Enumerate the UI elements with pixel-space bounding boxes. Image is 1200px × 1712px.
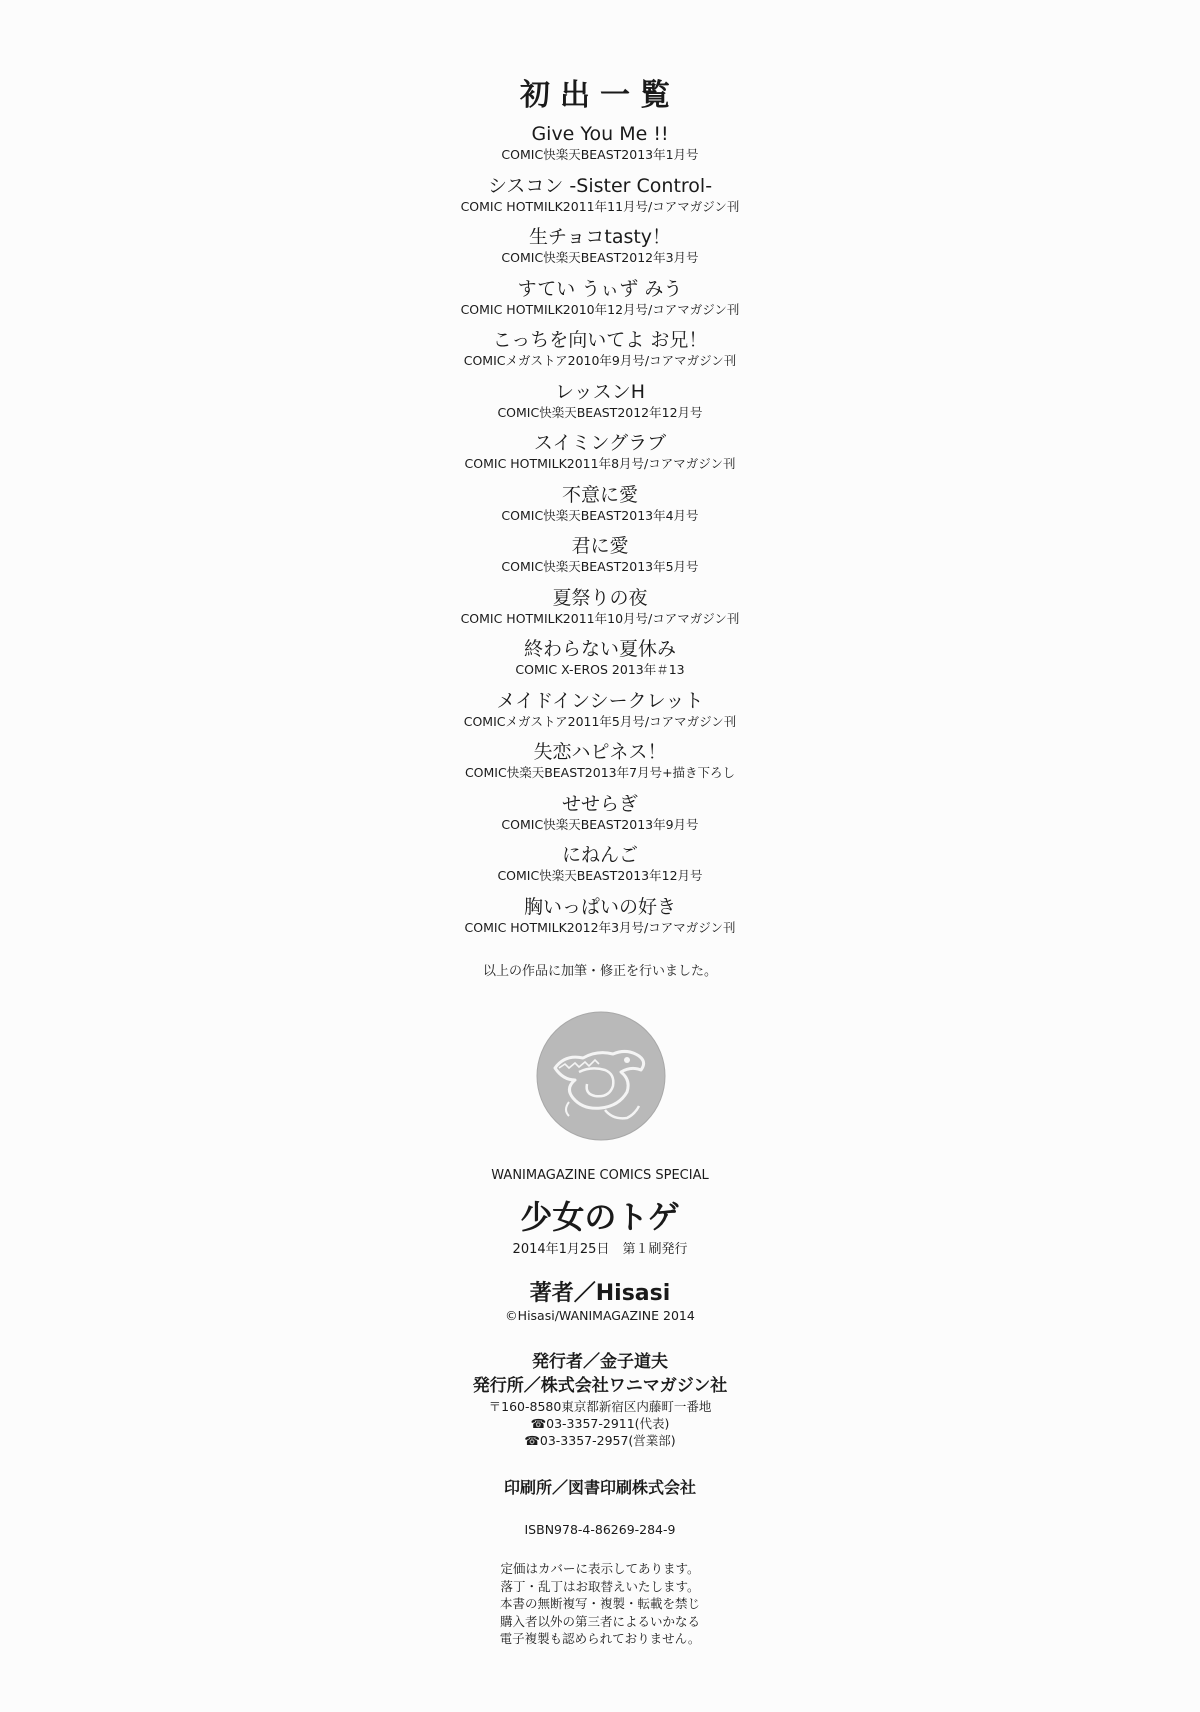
work-source: COMIC HOTMILK2011年8月号/コアマガジン刊 — [464, 456, 736, 471]
work-source: COMIC快楽天BEAST2013年4月号 — [501, 507, 699, 523]
work-entry — [0, 689, 1200, 741]
work-source: COMIC HOTMILK2011年10月号/コアマガジン刊 — [460, 610, 740, 626]
work-entry — [0, 225, 1200, 277]
postal-address: 〒160-8580東京都新宿区内藤町一番地 — [488, 1399, 712, 1414]
work-title: すてい うぃず みう — [517, 277, 683, 300]
work-title: せせらぎ — [561, 792, 638, 815]
work-title: 失恋ハピネス！ — [533, 741, 667, 763]
address-block — [0, 1398, 1200, 1449]
work-entry — [0, 740, 1200, 792]
work-entry — [0, 328, 1200, 380]
work-entry — [0, 843, 1200, 895]
notice-line: 購入者以外の第三者によるいかなる — [499, 1613, 700, 1629]
notice-line: 電子複製も認められておりません。 — [499, 1631, 701, 1646]
work-title: Give You Me !! — [531, 123, 669, 145]
work-entry — [0, 895, 1200, 947]
work-title: メイドインシークレット — [496, 689, 704, 712]
work-title: 不意に愛 — [561, 483, 638, 506]
publisher-block — [0, 1350, 1200, 1398]
work-title: こっちを向いてよ お兄！ — [492, 329, 708, 351]
phone-main: ☎03-3357-2911(代表) — [530, 1416, 670, 1431]
work-source: COMIC快楽天BEAST2013年9月号 — [501, 816, 699, 832]
work-title: シスコン -Sister Control- — [487, 174, 713, 197]
copyright: ©Hisasi/WANIMAGAZINE 2014 — [505, 1308, 695, 1323]
work-title: スイミングラブ — [533, 432, 667, 454]
work-entry — [0, 534, 1200, 586]
work-entry — [0, 122, 1200, 174]
work-entry — [0, 792, 1200, 844]
isbn: ISBN978-4-86269-284-9 — [524, 1522, 676, 1537]
work-entry — [0, 483, 1200, 535]
publisher-person: 発行者／金子道夫 — [532, 1352, 668, 1372]
work-source: COMIC HOTMILK2012年3月号/コアマガジン刊 — [464, 919, 736, 935]
work-source: COMIC X-EROS 2013年＃13 — [515, 662, 685, 677]
work-entry — [0, 380, 1200, 432]
printer: 印刷所／図書印刷株式会社 — [503, 1478, 696, 1497]
first-appearance-list — [0, 122, 1200, 946]
release-date: 2014年1月25日 第１刷発行 — [512, 1242, 688, 1257]
series-name: WANIMAGAZINE COMICS SPECIAL — [491, 1168, 709, 1183]
publisher-company: 発行所／株式会社ワニマガジン社 — [472, 1376, 728, 1396]
work-entry — [0, 637, 1200, 689]
crocodile-emblem-icon — [535, 1010, 667, 1142]
work-title: 終わらない夏休み — [523, 638, 676, 660]
book-title: 少女のトゲ — [520, 1198, 680, 1236]
work-source: COMIC快楽天BEAST2013年1月号 — [501, 147, 699, 162]
work-entry — [0, 431, 1200, 483]
work-title: にねんご — [561, 844, 638, 866]
work-source: COMIC快楽天BEAST2013年12月号 — [497, 868, 703, 883]
work-title: 胸いっぱいの好き — [523, 895, 676, 918]
work-source: COMIC快楽天BEAST2013年5月号 — [501, 559, 699, 574]
work-source: COMIC快楽天BEAST2012年12月号 — [497, 404, 703, 420]
notice-line: 定価はカバーに表示してあります。 — [500, 1561, 700, 1576]
work-title: 君に愛 — [571, 535, 629, 557]
work-source: COMICメガストア2011年5月号/コアマガジン刊 — [463, 713, 737, 729]
work-entry — [0, 586, 1200, 638]
notice-line: 本書の無断複写・複製・転載を禁じ — [499, 1596, 700, 1611]
work-entry — [0, 174, 1200, 226]
work-title: 生チョコtasty！ — [528, 226, 672, 248]
author: 著者／Hisasi — [529, 1281, 671, 1306]
work-source: COMIC HOTMILK2010年12月号/コアマガジン刊 — [460, 301, 740, 317]
work-source: COMIC快楽天BEAST2012年3月号 — [501, 250, 699, 265]
phone-sales: ☎03-3357-2957(営業部) — [524, 1433, 676, 1448]
work-title: 夏祭りの夜 — [552, 586, 648, 609]
work-title: レッスンH — [554, 380, 646, 403]
work-source: COMIC HOTMILK2011年11月号/コアマガジン刊 — [460, 198, 740, 214]
work-entry — [0, 277, 1200, 329]
first-appearance-heading: 初出一覧 — [520, 78, 680, 113]
notice-line: 落丁・乱丁はお取替えいたします。 — [500, 1578, 700, 1594]
work-source: COMICメガストア2010年9月号/コアマガジン刊 — [463, 353, 737, 368]
work-source: COMIC快楽天BEAST2013年7月号+描き下ろし — [464, 765, 736, 780]
legal-notices — [0, 1560, 1200, 1648]
revision-note: 以上の作品に加筆・修正を行いました。 — [482, 964, 717, 979]
